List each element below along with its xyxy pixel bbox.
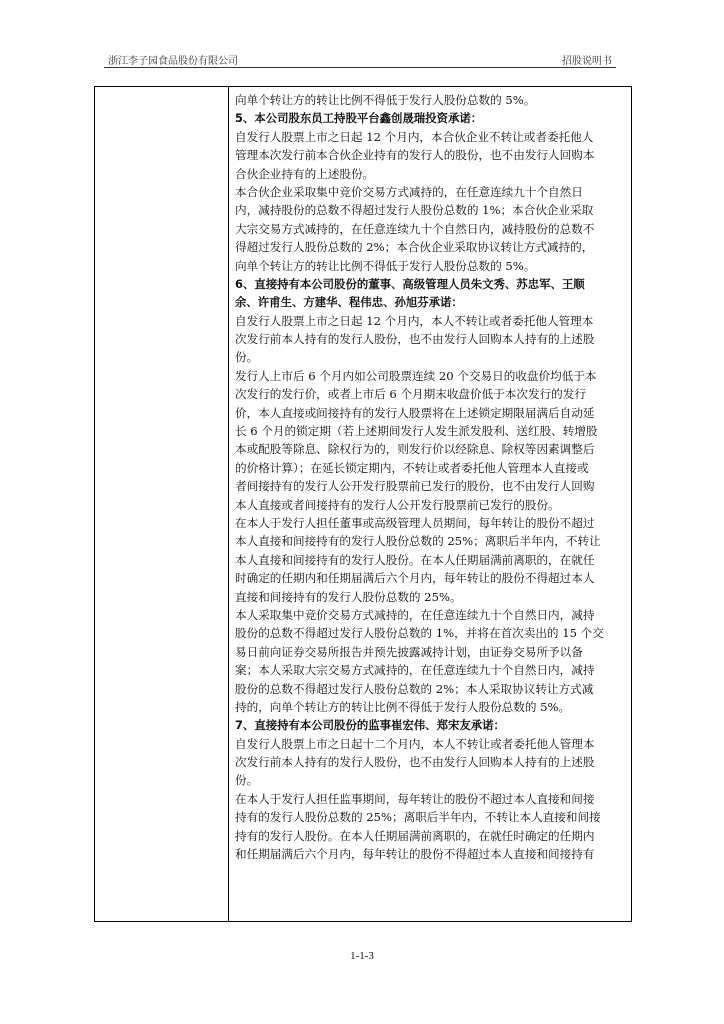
text-line: 在本人于发行人担任监事期间，每年转让的股份不超过本人直接和间接	[235, 791, 595, 806]
text-line: 持的，向单个转让方的转让比例不得低于发行人股份总数的 5%。	[235, 699, 571, 714]
section-heading-line: 5、本公司股东员工持股平台鑫创晟瑞投资承诺：	[235, 111, 483, 126]
text-line: 得超过发行人股份总数的 2%；本合伙企业采取协议转让方式减持的，	[235, 240, 594, 255]
text-line: 本或配股等除息、除权行为的，则发行价以经除息、除权等因素调整后	[235, 442, 595, 457]
text-line: 股份的总数不得超过发行人股份总数的 2%；本人采取协议转让方式减	[235, 681, 594, 696]
page-header	[104, 48, 616, 66]
text-line: 长 6 个月的锁定期（若上述期间发行人发生派发股利、送红股、转增股	[235, 424, 598, 439]
text-line: 本人直接和间接持有的发行人股份。在本人任期届满前离职的，在就任	[235, 552, 595, 567]
text-line: 持有的发行人股份。在本人任期届满前离职的，在就任时确定的任期内	[235, 828, 595, 843]
text-line: 本人采取集中竞价交易方式减持的，在任意连续九十个自然日内，减持	[235, 607, 595, 622]
text-line: 股份的总数不得超过发行人股份总数的 1%，并将在首次卖出的 15 个交	[235, 626, 604, 641]
text-line: 次发行前本人持有的发行人股份，也不由发行人回购本人持有的上述股	[235, 755, 595, 770]
text-line: 本合伙企业采取集中竞价交易方式减持的，在任意连续九十个自然日	[235, 184, 583, 199]
text-line: 次发行的发行价，或者上市后 6 个月期末收盘价低于本次发行的发行	[235, 387, 586, 402]
text-line: 发行人上市后 6 个月内如公司股票连续 20 个交易日的收盘价均低于本	[235, 368, 597, 383]
text-line: 本人直接和间接持有的发行人股份总数的 25%；离职后半年内，不转让	[235, 534, 601, 549]
text-line: 易日前向证券交易所报告并预先披露减持计划，由证券交易所予以备	[235, 644, 583, 659]
text-line: 和任期届满后六个月内，每年转让的股份不得超过本人直接和间接持有	[235, 847, 595, 862]
text-line: 者间接持有的发行人公开发行股票前已发行的股份，也不由发行人回购	[235, 479, 595, 494]
header-divider	[104, 67, 616, 68]
header-document-title: 招股说明书	[562, 56, 612, 67]
table-content-column	[235, 91, 629, 863]
text-line: 自发行人股票上市之日起十二个月内，本人不转让或者委托他人管理本	[235, 736, 595, 751]
page-number: 1-1-3	[350, 950, 374, 962]
text-line: 内，减持股份的总数不得超过发行人股份总数的 1%；本合伙企业采取	[235, 203, 594, 218]
text-line: 持有的发行人股份总数的 25%；离职后半年内，不转让本人直接和间接	[235, 810, 601, 825]
text-line: 向单个转让方的转让比例不得低于发行人股份总数的 5%。	[235, 93, 536, 107]
text-line: 份。	[235, 350, 259, 365]
text-line: 在本人于发行人担任董事或高级管理人员期间，每年转让的股份不超过	[235, 515, 595, 530]
text-line: 合伙企业持有的上述股份。	[235, 166, 375, 181]
text-line: 自发行人股票上市之日起 12 个月内，本人不转让或者委托他人管理本	[235, 313, 594, 328]
header-company-name: 浙江李子园食品股份有限公司	[108, 56, 238, 67]
text-line: 管理本次发行前本合伙企业持有的发行人的股份，也不由发行人回购本	[235, 148, 595, 163]
text-line: 价，本人直接或间接持有的发行人股票将在上述锁定期限届满后自动延	[235, 405, 595, 420]
text-line: 次发行前本人持有的发行人股份，也不由发行人回购本人持有的上述股	[235, 332, 595, 347]
text-line: 向单个转让方的转让比例不得低于发行人股份总数的 5%。	[235, 258, 536, 273]
text-line: 本人直接或者间接持有的发行人公开发行股票前已发行的股份。	[235, 497, 560, 512]
section-heading-line: 6、直接持有本公司股份的董事、高级管理人员朱文秀、苏忠军、王顺	[235, 276, 585, 291]
section-heading-line: 7、直接持有本公司股份的监事崔宏伟、郑宋友承诺：	[235, 718, 505, 733]
text-line: 大宗交易方式减持的，在任意连续九十个自然日内，减持股份的总数不	[235, 221, 595, 236]
text-line: 份。	[235, 773, 259, 788]
text-line: 的价格计算）；在延长锁定期内，不转让或者委托他人管理本人直接或	[235, 460, 589, 475]
text-line: 自发行人股票上市之日起 12 个月内，本合伙企业不转让或者委托他人	[235, 129, 594, 144]
section-heading-line: 余、许甫生、方建华、程伟忠、孙旭芬承诺：	[235, 295, 463, 310]
table-left-column	[95, 87, 229, 921]
text-line: 案；本人采取大宗交易方式减持的，在任意连续九十个自然日内，减持	[235, 663, 595, 678]
commitment-table	[94, 86, 632, 922]
text-line: 时确定的任期内和任期届满后六个月内，每年转让的股份不得超过本人	[235, 571, 595, 586]
text-line: 直接和间接持有的发行人股份总数的 25%。	[235, 589, 462, 604]
